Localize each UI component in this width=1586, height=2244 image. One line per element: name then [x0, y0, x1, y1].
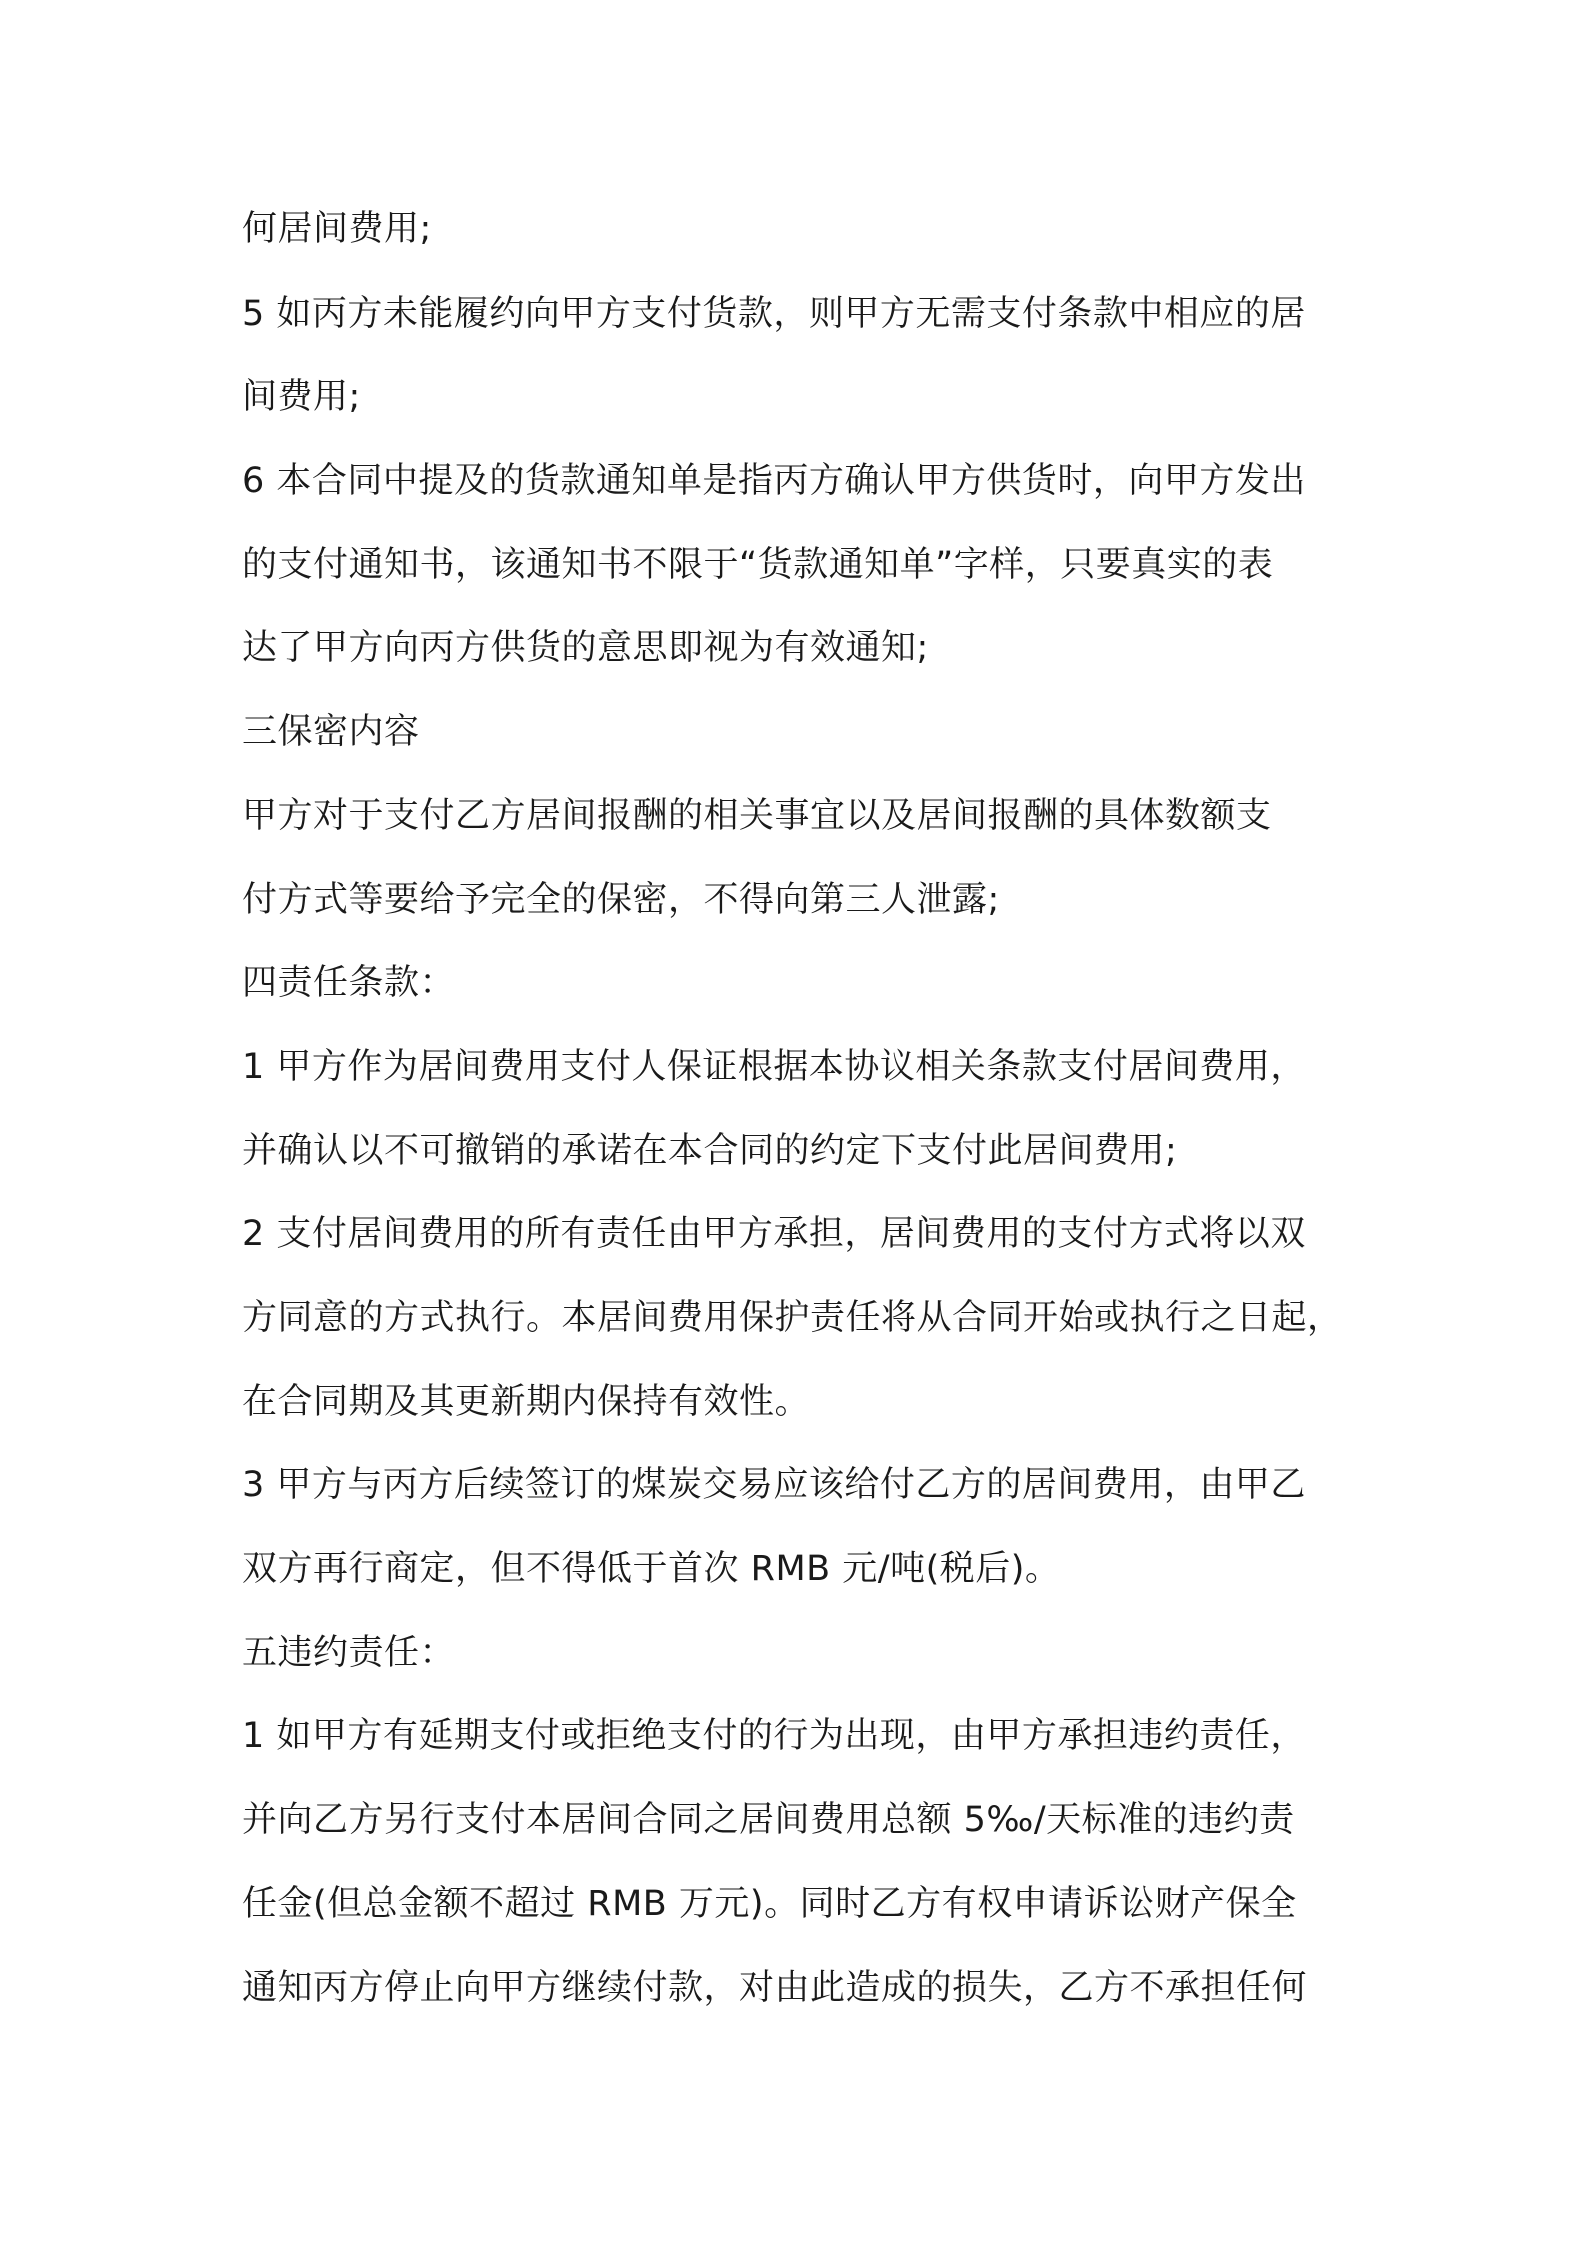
- text-line: 1 甲方作为居间费用支付人保证根据本协议相关条款支付居间费用，: [242, 1047, 1306, 1087]
- text-line: 5 如丙方未能履约向甲方支付货款，则甲方无需支付条款中相应的居: [242, 294, 1306, 334]
- text-line: 任金(但总金额不超过 RMB 万元)。同时乙方有权申请诉讼财产保全: [242, 1884, 1297, 1924]
- section-heading: 三保密内容: [242, 712, 420, 752]
- text-line: 通知丙方停止向甲方继续付款，对由此造成的损失，乙方不承担任何: [242, 1968, 1308, 2008]
- text-line: 并确认以不可撤销的承诺在本合同的约定下支付此居间费用;: [242, 1131, 1178, 1171]
- text-line: 间费用;: [242, 377, 361, 417]
- text-line: 3 甲方与丙方后续签订的煤炭交易应该给付乙方的居间费用，由甲乙: [242, 1465, 1306, 1505]
- text-line: 甲方对于支付乙方居间报酬的相关事宜以及居间报酬的具体数额支: [242, 796, 1272, 836]
- text-line: 达了甲方向丙方供货的意思即视为有效通知;: [242, 628, 929, 668]
- text-line: 2 支付居间费用的所有责任由甲方承担，居间费用的支付方式将以双: [242, 1214, 1306, 1254]
- section-heading: 四责任条款：: [242, 963, 456, 1003]
- section-heading: 五违约责任：: [242, 1633, 456, 1673]
- text-line: 1 如甲方有延期支付或拒绝支付的行为出现，由甲方承担违约责任，: [242, 1716, 1306, 1756]
- text-line: 付方式等要给予完全的保密，不得向第三人泄露;: [242, 880, 1000, 920]
- text-line: 的支付通知书，该通知书不限于“货款通知单”字样，只要真实的表: [242, 545, 1274, 585]
- text-line: 并向乙方另行支付本居间合同之居间费用总额 5‰/天标准的违约责: [242, 1800, 1295, 1840]
- text-line: 何居间费用;: [242, 209, 432, 249]
- text-line: 方同意的方式执行。本居间费用保护责任将从合同开始或执行之日起，: [242, 1298, 1343, 1338]
- text-line: 6 本合同中提及的货款通知单是指丙方确认甲方供货时，向甲方发出: [242, 461, 1306, 501]
- text-line: 双方再行商定，但不得低于首次 RMB 元/吨(税后)。: [242, 1549, 1061, 1589]
- text-line: 在合同期及其更新期内保持有效性。: [242, 1382, 811, 1422]
